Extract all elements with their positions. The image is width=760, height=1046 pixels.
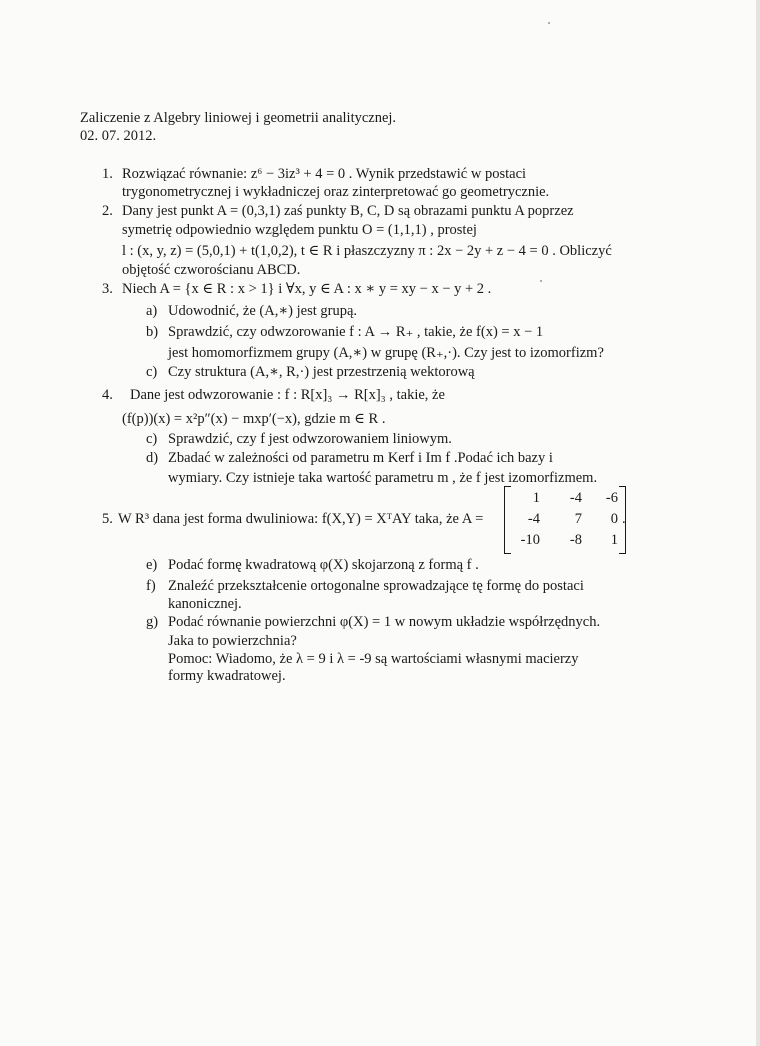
exam-date: 02. 07. 2012. [80, 128, 157, 144]
problem-5f-label: f) [146, 578, 156, 594]
matrix-cell: -8 [569, 532, 582, 548]
problem-1-line: trygonometrycznej i wykładniczej oraz zinterpretować go geometrycznie. [122, 184, 550, 200]
problem-5-number: 5. [102, 511, 113, 527]
problem-2-line: objętość czworościanu ABCD. [122, 262, 301, 278]
problem-5-line: W R³ dana jest forma dwuliniowa: f(X,Y) = XᵀAY taka, że A = [118, 511, 484, 527]
matrix-a [504, 486, 626, 554]
matrix-cell: 7 [574, 511, 582, 527]
problem-3b-line: Sprawdzić, czy odwzorowanie f : A → R₊ , takie, że f(x) = x − 1 [168, 324, 544, 340]
problem-5f-line: Znaleźć przekształcenie ortogonalne sprowadzające tę formę do postaci [168, 578, 584, 594]
problem-5g-line: Pomoc: Wiadomo, że λ = 9 i λ = -9 są wartościami własnymi macierzy [168, 651, 579, 667]
problem-1-number: 1. [102, 166, 113, 182]
problem-4-number: 4. [102, 387, 113, 403]
problem-5e-label: e) [146, 557, 158, 573]
matrix-period: . [622, 511, 626, 527]
matrix-cell: -4 [527, 511, 540, 527]
matrix-cell: -4 [569, 490, 582, 506]
scan-speck [540, 280, 542, 282]
problem-4-line: Dane jest odwzorowanie : f : R[x]₃ → R[x]₃ , takie, że [130, 387, 445, 403]
problem-2-line: symetrię odpowiednio względem punktu O = (1,1,1) , prostej [122, 222, 477, 238]
matrix-cell: -10 [520, 532, 540, 548]
problem-2-line: l : (x, y, z) = (5,0,1) + t(1,0,2), t ∈ R i płaszczyzny π : 2x − 2y + z − 4 = 0 . Obliczyć [122, 243, 612, 259]
problem-3c-line: Czy struktura (A,∗, R,·) jest przestrzenią wektorową [168, 364, 475, 380]
problem-4c-label: c) [146, 431, 158, 447]
problem-4c-line: Sprawdzić, czy f jest odwzorowaniem liniowym. [168, 431, 452, 447]
problem-3b-line: jest homomorfizmem grupy (A,∗) w grupę (R₊,·). Czy jest to izomorfizm? [168, 345, 604, 361]
scan-edge [756, 0, 760, 1046]
problem-5g-line: formy kwadratowej. [168, 668, 286, 684]
problem-3a-line: Udowodnić, że (A,∗) jest grupą. [168, 303, 358, 319]
matrix-cell: 1 [610, 532, 618, 548]
problem-5e-line: Podać formę kwadratową φ(X) skojarzoną z formą f . [168, 557, 479, 573]
problem-3-number: 3. [102, 281, 113, 297]
matrix-cell: -6 [605, 490, 618, 506]
problem-1-line: Rozwiązać równanie: z⁶ − 3iz³ + 4 = 0 . Wynik przedstawić w postaci [122, 166, 527, 182]
matrix-cell: 0 [610, 511, 618, 527]
problem-5g-line: Podać równanie powierzchni φ(X) = 1 w nowym układzie współrzędnych. [168, 614, 601, 630]
scan-speck [548, 22, 550, 24]
problem-5f-line: kanonicznej. [168, 596, 242, 612]
problem-3b-label: b) [146, 324, 159, 340]
problem-4d-line: wymiary. Czy istnieje taka wartość parametru m , że f jest izomorfizmem. [168, 470, 598, 486]
problem-3c-label: c) [146, 364, 158, 380]
exam-title: Zaliczenie z Algebry liniowej i geometrii analitycznej. [80, 110, 397, 126]
problem-4d-label: d) [146, 450, 159, 466]
matrix-cell: 1 [532, 490, 540, 506]
problem-3a-label: a) [146, 303, 158, 319]
problem-5g-label: g) [146, 614, 159, 630]
problem-5g-line: Jaka to powierzchnia? [168, 633, 297, 649]
problem-2-number: 2. [102, 203, 113, 219]
problem-3-line: Niech A = {x ∈ R : x > 1} i ∀x, y ∈ A : x ∗ y = xy − x − y + 2 . [122, 281, 492, 297]
problem-4-line: (f(p))(x) = x²p″(x) − mxp′(−x), gdzie m ∈ R . [122, 411, 386, 427]
problem-4d-line: Zbadać w zależności od parametru m Kerf i Im f .Podać ich bazy i [168, 450, 553, 466]
problem-2-line: Dany jest punkt A = (0,3,1) zaś punkty B, C, D są obrazami punktu A poprzez [122, 203, 574, 219]
